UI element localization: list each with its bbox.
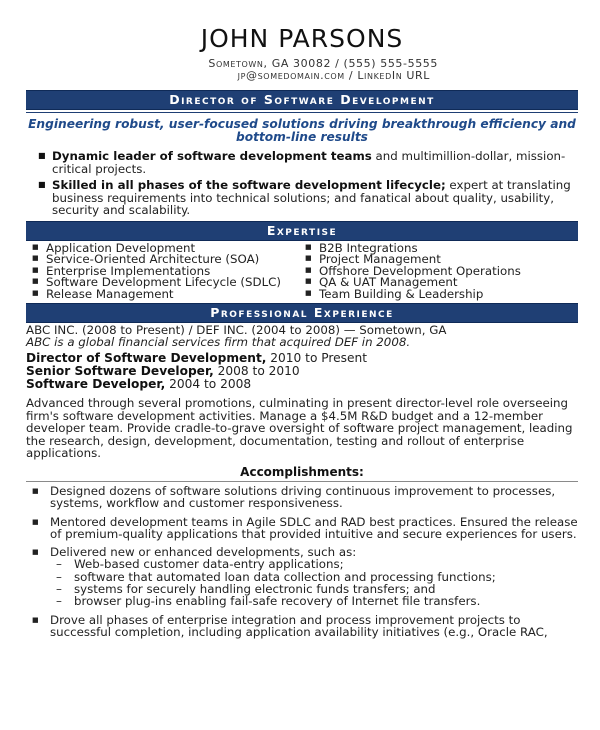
expertise-item: ■ Offshore Development Operations bbox=[305, 266, 578, 278]
expertise-item: ■ Project Management bbox=[305, 254, 578, 266]
expertise-item: ■ QA & UAT Management bbox=[305, 277, 578, 289]
accomplishment-subitem: – Web-based customer data-entry applications; bbox=[56, 558, 578, 570]
accomplishment-subitem: – software that automated loan data collection and processing functions; bbox=[56, 571, 578, 583]
accomplishment-item bbox=[38, 614, 578, 639]
tagline: Engineering robust, user-focused solutions driving breakthrough efficiency and bottom-line results bbox=[28, 117, 576, 144]
candidate-name: JOHN PARSONS bbox=[200, 24, 404, 53]
accomplishment-item bbox=[38, 516, 578, 541]
summary-item-text: expert at translating business requirements into technical solutions; and fanatical about quality, usability, security and scalability. bbox=[52, 178, 571, 217]
contact-line-address: Sometown, GA 30082 / (555) 555-5555 bbox=[208, 57, 438, 70]
job-title: Software Developer, bbox=[26, 377, 166, 392]
summary-item-bold: Dynamic leader of software development teams bbox=[52, 149, 372, 163]
company-line: ABC INC. (2008 to Present) / DEF INC. (2004 to 2008) — Sometown, GA bbox=[26, 323, 447, 338]
accomplishments-heading: Accomplishments: bbox=[240, 464, 364, 479]
contact-info bbox=[26, 58, 438, 82]
job-title: Senior Software Developer, bbox=[26, 364, 214, 379]
experience-heading: Professional Experience bbox=[210, 305, 394, 321]
summary-item bbox=[42, 150, 578, 175]
job-title: Director of Software Development, bbox=[26, 351, 267, 366]
expertise-grid bbox=[32, 240, 578, 301]
expertise-item: ■ Release Management bbox=[32, 289, 305, 301]
accomplishment-text: Mentored development teams in Agile SDLC and RAD best practices. Ensured the release of premium-quality applications that provided intuitive and secure experiences for users. bbox=[50, 514, 578, 541]
expertise-item: ■ Service-Oriented Architecture (SOA) bbox=[32, 254, 305, 266]
job-title-row bbox=[26, 378, 578, 391]
summary-list bbox=[42, 150, 578, 217]
accomplishment-item bbox=[38, 546, 578, 607]
job-dates: 2010 to Present bbox=[266, 351, 368, 366]
expertise-heading: Expertise bbox=[266, 222, 338, 238]
job-titles bbox=[26, 352, 578, 391]
accomplishment-item bbox=[38, 485, 578, 510]
job-dates: 2008 to 2010 bbox=[213, 364, 300, 379]
expertise-item: ■ Team Building & Leadership bbox=[305, 289, 578, 301]
expertise-bar bbox=[26, 221, 578, 241]
accomplishments-rule bbox=[26, 481, 578, 482]
role-description: Advanced through several promotions, culminating in present director-level role overseeing firm's software development activities. Manage a $4.5M R&D budget and a 12-member developer team. Provide cradle-to-grave oversight of software project management, leading the research, design, development, documentation, testing and rollout of enterprise applications. bbox=[26, 396, 573, 461]
expertise-item: ■ Enterprise Implementations bbox=[32, 266, 305, 278]
title-bar bbox=[26, 90, 578, 110]
accomplishments-list bbox=[38, 485, 578, 638]
job-target-title: Director of Software Development bbox=[169, 92, 435, 107]
job-dates: 2004 to 2008 bbox=[165, 377, 252, 392]
accomplishment-text: Drove all phases of enterprise integration and process improvement projects to successful completion, including application availability initiatives (e.g., Oracle RAC, bbox=[50, 612, 548, 639]
accomplishment-text: Delivered new or enhanced developments, such as: bbox=[50, 545, 357, 560]
title-rule bbox=[26, 112, 578, 113]
accomplishment-sublist bbox=[56, 558, 578, 607]
expertise-item: ■ B2B Integrations bbox=[305, 243, 578, 255]
accomplishment-text: Designed dozens of software solutions driving continuous improvement to processes, systems, workflow and customer responsiveness. bbox=[50, 483, 556, 511]
summary-item-text: and multimillion-dollar, mission-critical projects. bbox=[52, 149, 566, 176]
summary-item-bold: Skilled in all phases of the software development lifecycle; bbox=[52, 178, 446, 192]
accomplishment-subitem: – browser plug-ins enabling fail-safe recovery of Internet file transfers. bbox=[56, 595, 578, 607]
expertise-item: ■ Application Development bbox=[32, 243, 305, 255]
expertise-right-column bbox=[305, 240, 578, 301]
expertise-item: ■ Software Development Lifecycle (SDLC) bbox=[32, 277, 305, 289]
contact-line-email: jp@somedomain.com / LinkedIn URL bbox=[237, 69, 430, 82]
summary-item bbox=[42, 179, 578, 217]
company-note: ABC is a global financial services firm that acquired DEF in 2008. bbox=[26, 335, 411, 350]
expertise-left-column bbox=[32, 240, 305, 301]
employer-block bbox=[26, 324, 578, 348]
accomplishment-subitem: – systems for securely handling electronic funds transfers; and bbox=[56, 583, 578, 595]
experience-bar bbox=[26, 303, 578, 323]
